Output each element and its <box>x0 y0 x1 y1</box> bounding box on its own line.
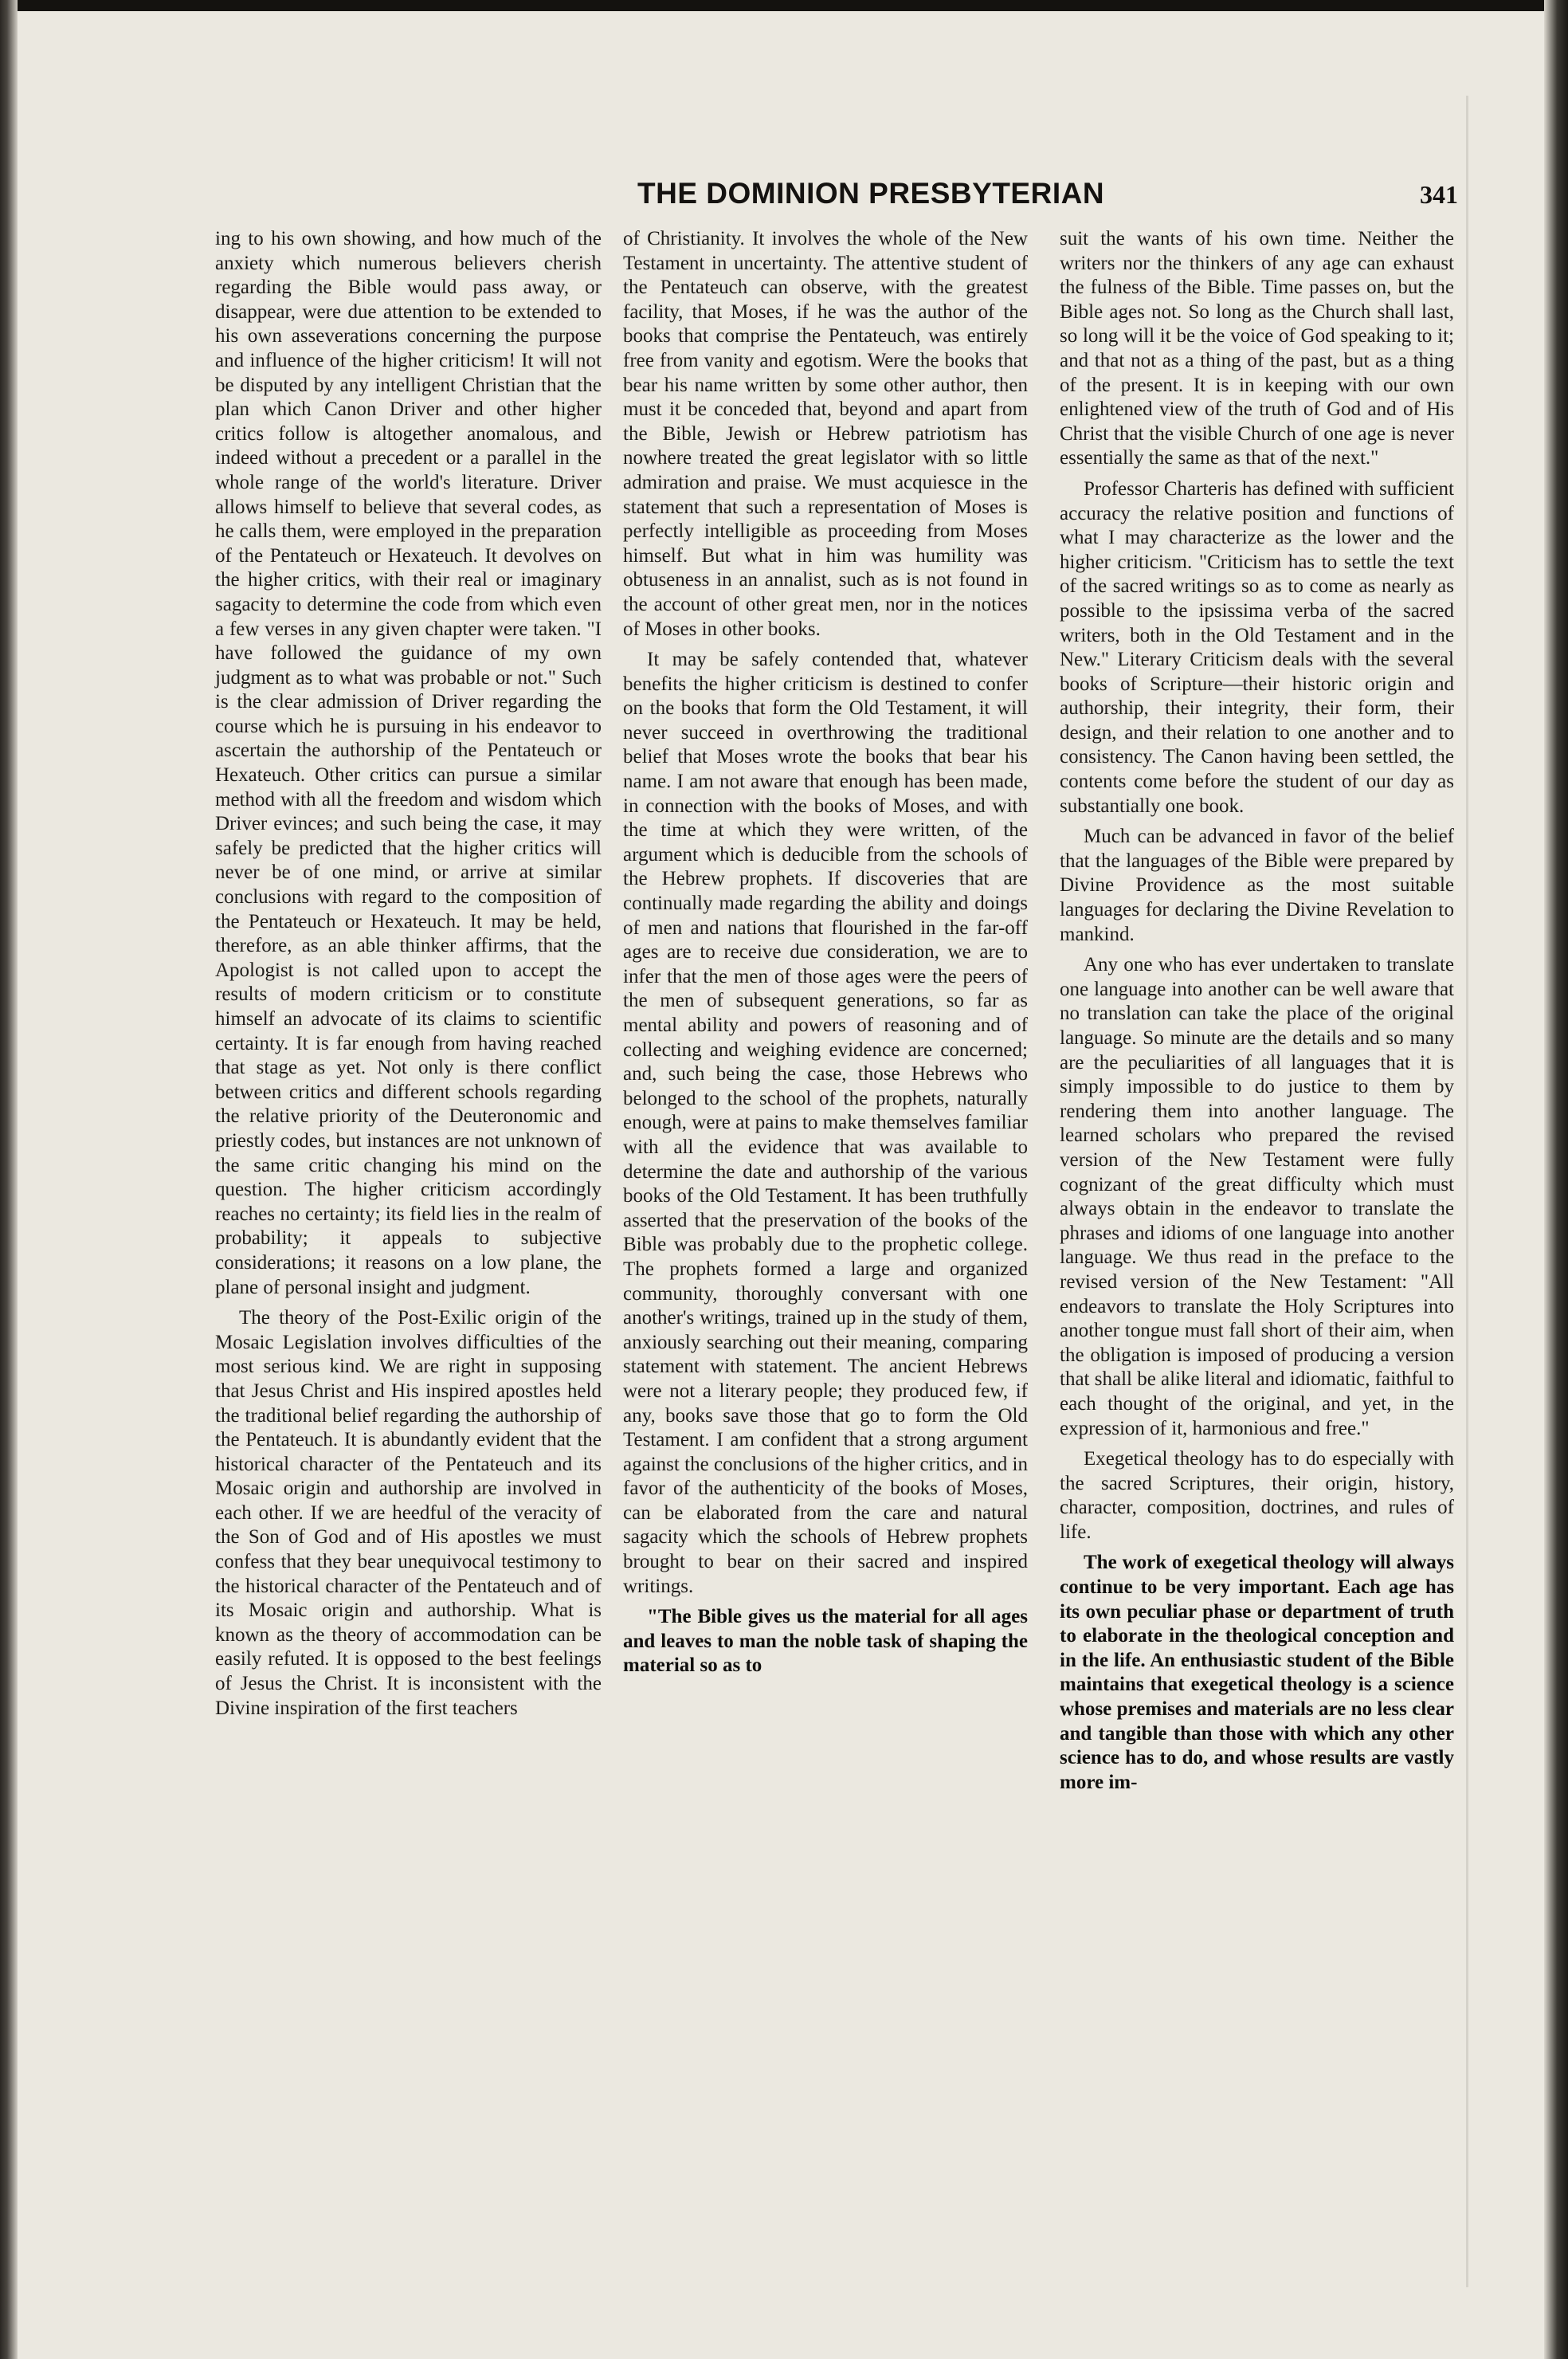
running-header <box>637 177 1458 222</box>
page-crease <box>1466 96 1468 2287</box>
paragraph: "The Bible gives us the material for all ages and leaves to man the noble task of shaping the material so as to <box>623 1606 1028 1677</box>
paragraph: Much can be advanced in favor of the belief that the languages of the Bible were prepared by Divine Providence as the most suitable languages for declaring the Divine Revelation to mankind. <box>1060 826 1454 945</box>
paragraph: The theory of the Post-Exilic origin of the Mosaic Legislation involves difficulties of the most serious kind. We are right in supposing that Jesus Christ and His inspired apostles held the traditional belief regarding the authorship of the Pentateuch. It is abundantly evident that the historical character of the Pentateuch and its Mosaic origin and authorship are involved in each other. If we are heedful of the veracity of the Son of God and of His apostles we must confess that they bear unequivocal testimony to the historical character of the Pentateuch and of its Mosaic origin and authorship. What is known as the theory of accommodation can be easily refuted. It is opposed to the best feelings of Jesus the Christ. It is inconsistent with the Divine inspiration of the first teachers <box>215 1307 602 1719</box>
masthead: THE DOMINION PRESBYTERIAN <box>637 177 1105 210</box>
paragraph: Any one who has ever undertaken to translate one language into another can be well aware that no translation can take the place of the original language. So minute are the details and so many are the peculiarities of all languages that it is simply impossible to do justice to them by rendering them into another language. The learned scholars who prepared the revised version of the New Testament were fully cognizant of the great difficulty which must always obtain in the endeavor to translate the phrases and idioms of one language into another language. We thus read in the preface to the revised version of the New Testament: "All endeavors to translate the Holy Scriptures into another tongue must fall short of their aim, when the obligation is imposed of producing a version that shall be alike literal and idiomatic, faithful to each thought of the original, and yet, in the expression of it, harmonious and free." <box>1060 954 1454 1439</box>
paragraph: The work of exegetical theology will always continue to be very important. Each age has its own peculiar phase or department of truth to elaborate in the theological conception and in the life. An enthusiastic student of the Bible maintains that exegetical theology is a science whose premises and materials are no less clear and tangible than those with which any other science has to do, and whose results are vastly more im- <box>1060 1552 1454 1793</box>
page-right-edge <box>1544 0 1568 2359</box>
paragraph: It may be safely contended that, whatever benefits the higher criticism is destined to confer on the books that form the Old Testament, it will never succeed in overthrowing the traditional belief that Moses wrote the books that bear his name. I am not aware that enough has been made, in connection with the books of Moses, and with the time at which they were written, of the argument which is deducible from the schools of the Hebrew prophets. If discoveries that are continually made regarding the ability and doings of men and nations that flourished in the far-off ages are to receive due consideration, we are to infer that the men of those ages were the peers of the men of subsequent generations, so far as mental ability and powers of reasoning and of collecting and weighing evidence are concerned; and, such being the case, those Hebrews who belonged to the school of the prophets, naturally enough, were at pains to make themselves familiar with all the evidence that was available to determine the date and authorship of the various books of the Old Testament. It has been truthfully asserted that the preservation of the books of the Bible was probably due to the prophetic college. The prophets formed a large and organized community, thoroughly conversant with one another's writings, trained up in the study of them, anxiously searching out their meaning, comparing statement with statement. The ancient Hebrews were not a literary people; they produced few, if any, books save those that go to form the Old Testament. I am confident that a strong argument against the conclusions of the higher critics, and in favor of the authenticity of the books of Moses, can be elaborated from the care and natural sagacity which the schools of Hebrew prophets brought to bear on their sacred and inspired writings. <box>623 649 1028 1597</box>
text-column-1 <box>215 227 602 1721</box>
page-left-edge <box>0 0 18 2359</box>
paragraph: suit the wants of his own time. Neither the writers nor the thinkers of any age can exhaust the fulness of the Bible. Time passes on, but the Bible ages not. So long as the Church shall last, so long will it be the voice of God speaking to it; and that not as a thing of the past, but as a thing of the present. It is in keeping with our own enlightened view of the truth of God and of His Christ that the visible Church of one age is never essentially the same as that of the next." <box>1060 228 1454 469</box>
paragraph: ing to his own showing, and how much of the anxiety which numerous believers cherish regarding the Bible would pass away, or disappear, were due attention to be extended to his own asseverations concerning the purpose and influence of the higher criticism! It will not be disputed by any intelligent Christian that the plan which Canon Driver and other higher critics follow is altogether anomalous, and indeed without a precedent or a parallel in the whole range of the world's literature. Driver allows himself to believe that several codes, as he calls them, were employed in the preparation of the Pentateuch or Hexateuch. It devolves on the higher critics, with their real or imaginary sagacity to determine the code from which even a few verses in any given chapter were taken. "I have followed the guidance of my own judgment as to what was probable or not." Such is the clear admission of Driver regarding the course which he is pursuing in his endeavor to ascertain the authorship of the Pentateuch or Hexateuch. Other critics can pursue a similar method with all the freedom and wisdom which Driver evinces; and such being the case, it may safely be predicted that the higher critics will never be of one mind, or arrive at similar conclusions with regard to the composition of the Pentateuch or Hexateuch. It may be held, therefore, as an able thinker affirms, that the Apologist is not called upon to accept the results of modern criticism or to constitute himself an advocate of its claims to scientific certainty. It is far enough from having reached that stage as yet. Not only is there conflict between critics and different schools regarding the relative priority of the Deuteronomic and priestly codes, but instances are not unknown of the same critic changing his mind on the question. The higher criticism accordingly reaches no certainty; its field lies in the realm of probability; it appeals to subjective considerations; it reasons on a low plane, the plane of personal insight and judgment. <box>215 228 602 1298</box>
paragraph: Exegetical theology has to do especially with the sacred Scriptures, their origin, history, character, composition, doctrines, and rules of life. <box>1060 1448 1454 1543</box>
text-column-3 <box>1060 227 1454 1795</box>
paragraph: Professor Charteris has defined with sufficient accuracy the relative position and functions of what I may characterize as the lower and the higher criticism. "Criticism has to settle the text of the sacred writings so as to come as nearly as possible to the ipsissima verba of the sacred writers, both in the Old Testament and in the New." Literary Criticism deals with the several books of Scripture—their historic origin and authorship, their integrity, their form, their design, and their relation to one another and to consistency. The Canon having been settled, the contents come before the student of our day as substantially one book. <box>1060 477 1454 817</box>
text-column-2 <box>623 227 1028 1678</box>
page-top-edge <box>0 0 1568 11</box>
paragraph: of Christianity. It involves the whole of the New Testament in uncertainty. The attentive student of the Pentateuch can observe, with the greatest facility, that Moses, if he was the author of the books that comprise the Pentateuch, was entirely free from vanity and egotism. Were the books that bear his name written by some other author, then must it be conceded that, beyond and apart from the Bible, Jewish or Hebrew patriotism has nowhere treated the great legislator with so little admiration and praise. We must acquiesce in the statement that such a representation of Moses is perfectly intelligible as proceeding from Moses himself. But what in him was humility was obtuseness in an annalist, such as is not found in the account of other great men, nor in the notices of Moses in other books. <box>623 228 1028 640</box>
page-number: 341 <box>1420 180 1458 209</box>
